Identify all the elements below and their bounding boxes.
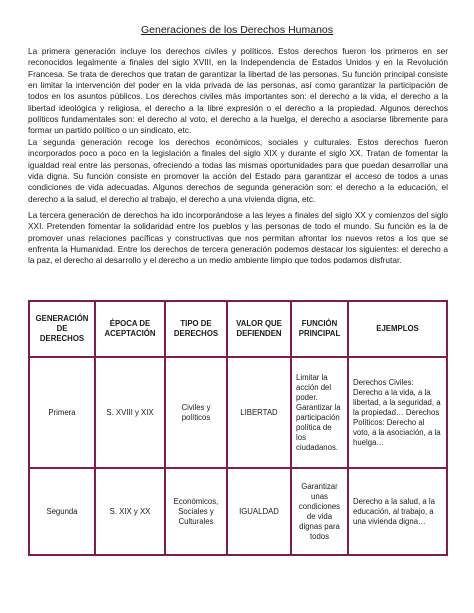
cell-generation: Segunda	[29, 468, 95, 555]
paragraph-second-generation: La segunda generación recoge los derechos económicos, sociales y culturales. Estos derechos fueron incorporados poco a poco en la legislación a finales del siglo XIX y durante el siglo XX. Tratan de fomentar la igualdad real entre las personas, ofreciendo a todas las mismas oportunidades para que puedan desarrollar una vida digna. Su función consiste en promover la acción del Estado para garantizar el acceso de todos a unas condiciones de vida adecuadas. Algunos derechos de segunda generación son: el derecho a la educación, el derecho a la salud, el derecho al trabajo, el derecho a una vivienda digna, etc.	[28, 137, 448, 204]
cell-value: IGUALDAD	[227, 468, 291, 555]
header-function: FUNCIÓN PRINCIPAL	[291, 301, 348, 357]
header-era: ÉPOCA DE ACEPTACIÓN	[95, 301, 165, 357]
table-row	[29, 357, 447, 468]
cell-era: S. XVIII y XIX	[95, 357, 165, 468]
generations-table	[28, 300, 448, 556]
table-row	[29, 468, 447, 555]
cell-era: S. XIX y XX	[95, 468, 165, 555]
header-type: TIPO DE DERECHOS	[165, 301, 227, 357]
header-value: VALOR QUE DEFIENDEN	[227, 301, 291, 357]
cell-type: Económicos, Sociales y Culturales	[165, 468, 227, 555]
cell-type: Civiles y políticos	[165, 357, 227, 468]
header-examples: EJEMPLOS	[348, 301, 447, 357]
cell-value: LIBERTAD	[227, 357, 291, 468]
cell-examples: Derecho a la salud, a la educación, al trabajo, a una vivienda digna…	[348, 468, 447, 555]
header-generation: GENERACIÓN DE DERECHOS	[29, 301, 95, 357]
table-header-row	[29, 301, 447, 357]
cell-generation: Primera	[29, 357, 95, 468]
cell-function: Limitar la acción del poder. Garantizar la participación política de los ciudadanos.	[291, 357, 348, 468]
paragraph-first-generation: La primera generación incluye los derechos civiles y políticos. Estos derechos fueron los primeros en ser reconocidos legalmente a finales del siglo XVIII, en la Independencia de Estados Unidos y en la Revolución Francesa. Se trata de derechos que tratan de garantizar la libertad de las personas. Su función principal consiste en limitar la intervención del poder en la vida privada de las personas, así como garantizar la participación de todos en los asuntos públicos. Los derechos civiles más importantes son: el derecho a la vida, el derecho a la libertad ideológica y religiosa, el derecho a la libre expresión o el derecho a la propiedad. Algunos derechos políticos fundamentales son: el derecho al voto, el derecho a la huelga, el derecho a asociarse libremente para formar un partido político o un sindicato, etc.	[28, 46, 448, 136]
paragraph-third-generation: La tercera generación de derechos ha ido incorporándose a las leyes a finales del siglo XX y comienzos del siglo XXI. Pretenden fomentar la solidaridad entre los pueblos y las personas de todo el mundo. Su función es la de promover unas relaciones pacíficas y constructivas que nos permitan afrontar los nuevos retos a los que se enfrenta la Humanidad. Entre los derechos de tercera generación podemos destacar los siguientes: el derecho a la paz, el derecho al desarrollo y el derecho a un medio ambiente limpio que todos podamos disfrutar.	[28, 210, 448, 266]
cell-function: Garantizar unas condiciones de vida dignas para todos	[291, 468, 348, 555]
cell-examples: Derechos Civiles: Derecho a la vida, a la libertad, a la seguridad, a la propiedad… Derechos Políticos: Derecho al voto, a la asociación, a la huelga…	[348, 357, 447, 468]
document-title: Generaciones de los Derechos Humanos	[140, 24, 334, 36]
